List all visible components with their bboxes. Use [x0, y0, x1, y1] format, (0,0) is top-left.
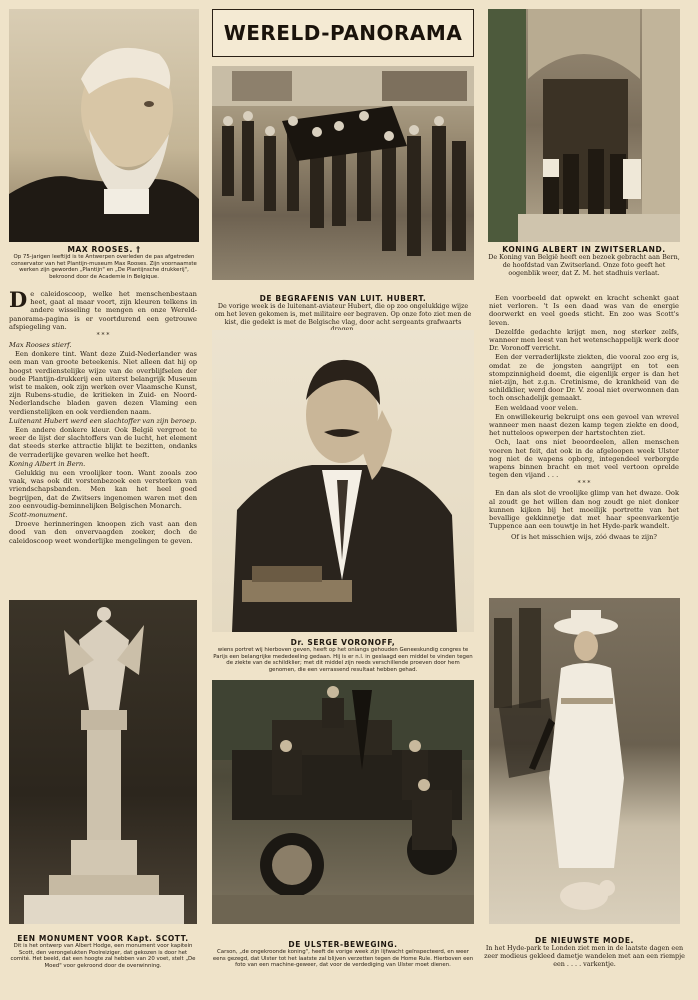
paragraph-ulster: Och, laat ons niet beoordeelen, allen menschen voeren het feit, dat ook in de afgeloopen week Ulster nog niet de wapens opborg, integendeel verborgde wapens binnen bracht en met veel vertoon oprelde tegen den vijand . . .: [489, 438, 679, 480]
subheading-scott: Scott-monument.: [9, 511, 68, 520]
intro-paragraph: e caleidoscoop, welke het menschenbestaan heet, gaat al maar voort, zijn kleuren telkens in andere wisseling te mengen en onze Wereld-panorama-pagina is er voortdurend een getrouwe afspiegeling van.: [9, 290, 197, 331]
photo-voronoff: [212, 330, 474, 632]
photo-scott-monument: [9, 600, 197, 924]
caption-title-ulster: DE ULSTER-BEWEGING.: [288, 940, 398, 949]
photo-ulster: [212, 680, 474, 924]
paragraph-hubert: Een andere donkere kleur. Ook België vergroot te weer de lijst der slachtoffers van de lucht, het element dat steeds sterke attractie blijkt te bezitten, ondanks de verraderlijke gevaren welke het heeft.: [9, 426, 197, 459]
caption-text-scott: Dit is het ontwerp van Albert Hodge, een monument voor kapitein Scott, den verongelukten Poolreiziger, dat gekozen is door het comité. Het beeld, dat een hoogte zal hebben van 20 voet, stelt „De Moed" voor gekroond door de overwinning.: [10, 943, 196, 969]
masthead: [212, 9, 474, 57]
paragraph-dwaze: En dan als slot de vroolijke glimp van het dwaze. Ook al zoudt ge het willen dan nog zoudt ge niet donker kunnen kijken bij het moeilijk portrette van het bevallige gekkinnetje dat met haar speenvarkentje Tuppence aan een touwtje in het Hyde-park wandelt.: [489, 489, 679, 531]
photo-max-rooses: [9, 9, 199, 242]
photo-koning-albert: [488, 9, 680, 242]
caption-title-scott: EEN MONUMENT VOOR Kapt. SCOTT.: [17, 934, 189, 943]
separator: * * *: [96, 332, 110, 340]
paragraph-scott: Droeve herinneringen knoopen zich vast aan den dood van den onvervaagden zoeker, doch de caleidoscoop weet wonderlijke mengelingen te geven.: [9, 520, 197, 545]
caption-text-mode: In het Hyde-park te Londen ziet men in de laatste dagen een zeer modieus gekleed dametje wandelen met aan een riempje een . . . . varkentje.: [484, 944, 685, 968]
paragraph-cretinism: Een der verraderlijkste ziekten, die vooral zoo erg is, omdat ze de jongsten aangrijpt en tot een stompzinnigheid doemt, die eigenlijk erger is dan het niet-zijn, het z.g.n. Cretinisme, de krankheid van de schildklier, werd door Dr. V. zooal niet overwonnen dan toch onschadelijk gemaakt.: [489, 353, 679, 403]
caption-title-voronoff: Dr. SERGE VORONOFF,: [290, 638, 396, 647]
caption-title-koning: KONING ALBERT IN ZWITSERLAND.: [502, 245, 666, 254]
subheading-rooses: Max Rooses stierf.: [9, 341, 72, 350]
caption-title-rooses: MAX ROOSES. †: [67, 245, 141, 254]
photo-hubert-funeral: [212, 66, 474, 280]
paragraph-wrevel: En onwillekeurig bekruipt ons een gevoel van wrevel wanneer men naast dezen kamp tegen ziekte en dood, het nutteloos opwerpen der hartstochten ziet.: [489, 412, 679, 438]
paragraph-voronoff-intro: Dezelfde gedachte krijgt men, nog sterker zelfs, wanneer men leest van het wetenschappelijk werk door Dr. Voronoff verricht.: [489, 327, 679, 353]
subheading-hubert: Luitenant Hubert werd een slachtoffer van zijn beroep.: [9, 416, 197, 425]
caption-text-koning: De Koning van België heeft een bezoek gebracht aan Bern, de hoofdstad van Zwitserland. Onze foto geeft het oogenblik weer, dat Z. M. het stadhuis verlaat.: [488, 253, 680, 277]
photo-nieuwste-mode: [489, 598, 680, 924]
paragraph-koning: Gelukkig nu een vroolijker toon. Want zooals zoo vaak, was ook dit vorstenbezoek een versterken van vriendschapsbanden. Men kan het heel goed begrijpen, dat de Zwitsers ingenomen waren met den zoo eenvoudig-beminnelijken Belgischen Monarch.: [9, 469, 197, 510]
caption-text-voronoff: wiens portret wij hierboven geven, heeft op het onlangs gehouden Geneeskundig congres te Parijs een belangrijke mededeeling gedaan. Hij is er n.l. in geslaagd een middel te vinden tegen de ziekte van de schildklier; met dit middel zijn reeds verschillende proeven door hem genomen, die een verrassend resultaat hebben gehad.: [213, 647, 473, 673]
paragraph-rooses: Een donkere tint. Want deze Zuid-Nederlander was een man van groote beteekenis. Niet alleen dat hij op hoogst verdienstelijke wijze van de overblijfselen der oude Plantijn-drukkerij een uiterst belangrijk Museum wist te maken, ook zijn werken over Vlaamsche Kunst, zijn Rubens-studie, de kritieken in Zuid- en Noord-Nederlandsche bladen gaven dezen Vlaming een verdienstelijken en ook verdienden naam.: [9, 350, 197, 416]
separator-right: * * *: [577, 480, 591, 488]
paragraph-closing: Of is het misschien wijs, zóó dwaas te zijn?: [510, 533, 658, 542]
dropcap: D: [9, 287, 28, 312]
caption-text-ulster: Carson, „de ongekroonde koning", heeft de vorige week zijn lijfwacht geïnspecteerd, en weer eens gezegd, dat Ulster tot het laatste zal blijven verzetten tegen de Home Rule. Hierboven een foto van een machine-geweer, dat voor de verdediging van Ulster moet dienen.: [212, 949, 474, 969]
caption-title-hubert: DE BEGRAFENIS VAN LUIT. HUBERT.: [259, 294, 427, 303]
subheading-koning: Koning Albert in Bern.: [9, 459, 86, 468]
caption-text-rooses: Op 75-jarigen leeftijd is te Antwerpen overleden de pas afgetreden conservator van het Plantijn-museum Max Rooses. Zijn voornaamste werken zijn geworden „Plantijn" en „De Plantijnsche drukkerij", bekroond door de Academie in Belgique.: [11, 254, 197, 280]
paragraph-scott-example: Een voorbeeld dat opwekt en kracht schenkt gaat niet verloren. 't Is een daad was van de energie doorwerkt en veel goeds sticht. En zoo was Scott's leven.: [489, 294, 679, 327]
left-text-column: [9, 287, 197, 546]
caption-text-hubert: De vorige week is de luitenant-aviateur Hubert, die op zoo ongelukkige wijze om het leven gekomen is, met militaire eer begraven. Op onze foto ziet men de kist, die gedekt is met de Belgische vlag, door acht sergeants grafwaarts: [214, 302, 472, 326]
right-text-column: [489, 294, 679, 543]
caption-title-mode: DE NIEUWSTE MODE.: [534, 936, 634, 945]
paragraph-weldaad: Een weldaad voor velen.: [495, 403, 579, 412]
masthead-title: WERELD-PANORAMA: [223, 21, 463, 45]
